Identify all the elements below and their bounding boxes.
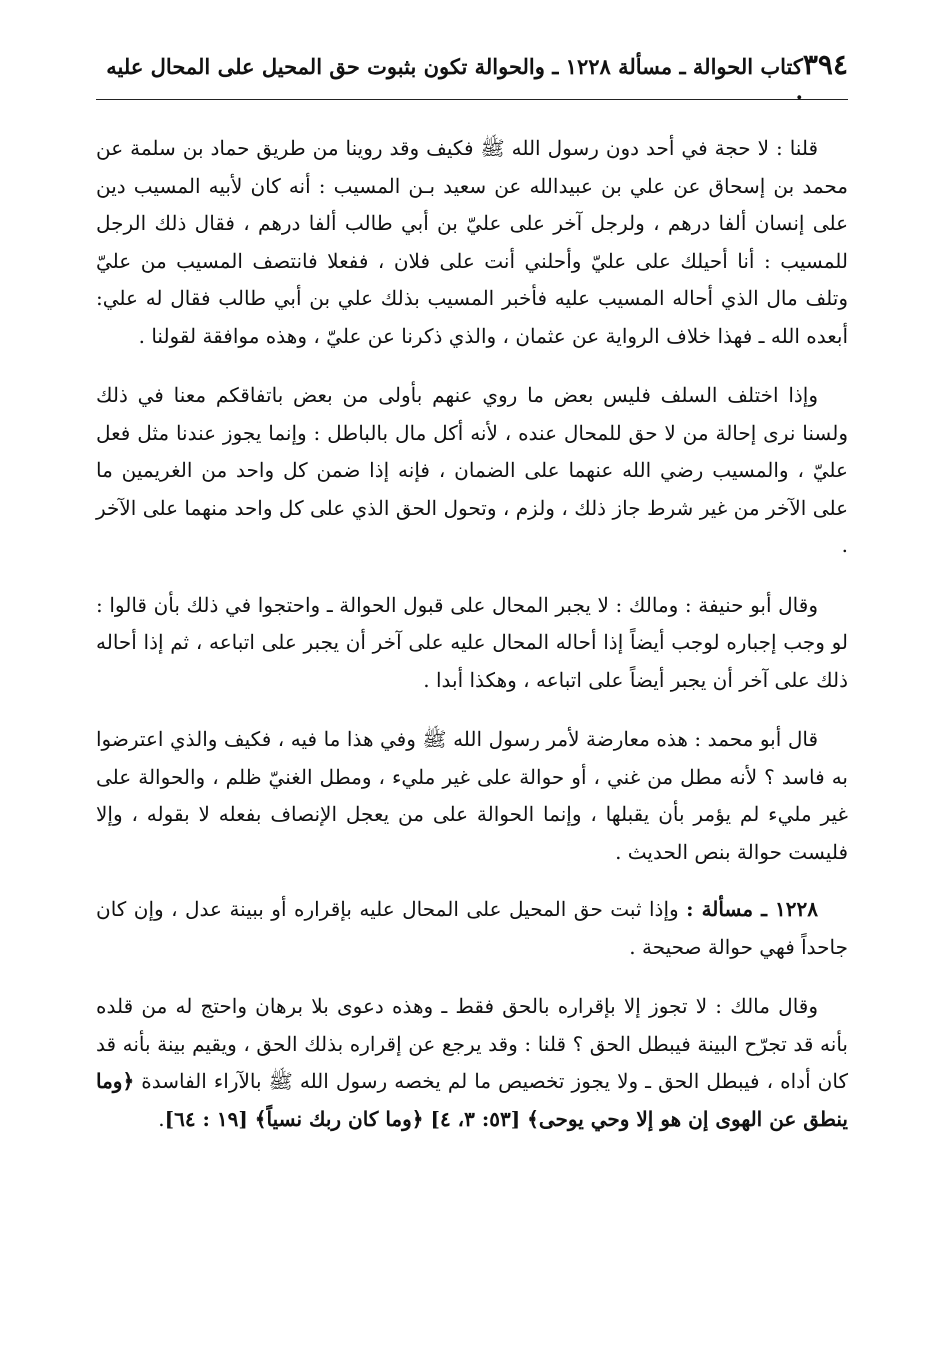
header-divider	[96, 99, 848, 100]
paragraph-text: وقال مالك : لا تجوز إلا بإقراره بالحق فقط ـ وهذه دعوى بلا برهان واحتج له من قلده بأنه قد تجرّح البينة فيبطل الحق ؟ قلنا : وقد يرجع عن إقراره بذلك الحق ، ويقيم بينة بأنه قد كان أداه ، فيبطل الحق ـ ولا يجوز تخصيص ما لم يخصه رسول الله ﷺ بالآراء الفاسدة	[96, 994, 848, 1093]
masala-text: وإذا ثبت حق المحيل على المحال عليه بإقراره أو ببينة عدل ، وإن كان جاحداً فهي حوالة صحيحة .	[96, 897, 848, 959]
running-title: كتاب الحوالة ـ مسألة ١٢٢٨ ـ والحوالة تكون بثبوت حق المحيل على المحال عليه .	[106, 54, 803, 104]
masala-paragraph	[96, 891, 848, 966]
quran-quote: ﴿وما كان ربك نسياً﴾ [١٩ : ٦٤]	[164, 1106, 431, 1131]
paragraph: وقال أبو حنيفة : ومالك : لا يجبر المحال على قبول الحوالة ـ واحتجوا في ذلك بأن قالوا : لو وجب إجباره لوجب أيضاً إذا أحاله المحال عليه على آخر أن يجبر على اتباعه ، ثم إذا أحاله ذلك على آخر أن يجبر أيضاً على اتباعه ، وهكذا أبدا .	[96, 592, 848, 692]
page-header	[96, 48, 848, 104]
paragraph	[96, 988, 848, 1138]
paragraph: قلنا : لا حجة في أحد دون رسول الله ﷺ فكيف وقد روينا من طريق حماد بن سلمة عن محمد بن إسحاق عن علي بن عبيدالله عن سعيد بـن المسيب : أنه كان لأبيه المسيب دين على إنسان ألفا درهم ، ولرجل آخر على عليّ بن أبي طالب ألفا درهم ، فقال ذلك الرجل للمسيب : أنا أحيلك على عليّ وأحلني أنت على فلان ، ففعلا فانتصف المسيب من عليّ وتلف مال الذي أحاله المسيب عليه فأخبر المسيب بذلك علي بن أبي طالب فقال له علي: أبعده الله ـ فهذا خلاف الرواية عن عثمان ، والذي ذكرنا عن عليّ ، وهذه موافقة لقولنا .	[96, 136, 848, 348]
quran-quote: ﴿وما ينطق عن الهوى إن هو إلا وحي يوحى﴾ [٥٣: ٣، ٤]	[96, 1069, 848, 1131]
page-body	[96, 130, 848, 1160]
paragraph: قال أبو محمد : هذه معارضة لأمر رسول الله ﷺ وفي هذا ما فيه ، فكيف والذي اعترضوا به فاسد ؟ لأنه مطل من غني ، أو حوالة على غير مليء ، ومطل الغنيّ ظلم ، والحوالة على غير مليء لم يؤمر بأن يقبلها ، وإنما الحوالة على من يعجل الإنصاف بفعله لا بقوله ، وإلا فليست حوالة بنص الحديث .	[96, 727, 848, 864]
paragraph-end: .	[158, 1106, 165, 1131]
masala-number: ١٢٢٨ ـ مسألة :	[686, 897, 818, 921]
paragraph: وإذا اختلف السلف فليس بعض ما روي عنهم بأولى من بعض باتفاقكم معنا في ذلك ولسنا نرى إحالة من لا حق للمحال عنده ، لأنه أكل مال بالباطل : وإنما يجوز عندنا مثل فعل عليّ ، والمسيب رضي الله عنهما على الضمان ، فإنه إذا ضمن كل واحد من الغريمين ما على الآخر من غير شرط جاز ذلك ، ولزم ، وتحول الحق الذي على كل واحد منهما على الآخر .	[96, 383, 848, 557]
page-number: ٣٩٤	[802, 48, 848, 81]
